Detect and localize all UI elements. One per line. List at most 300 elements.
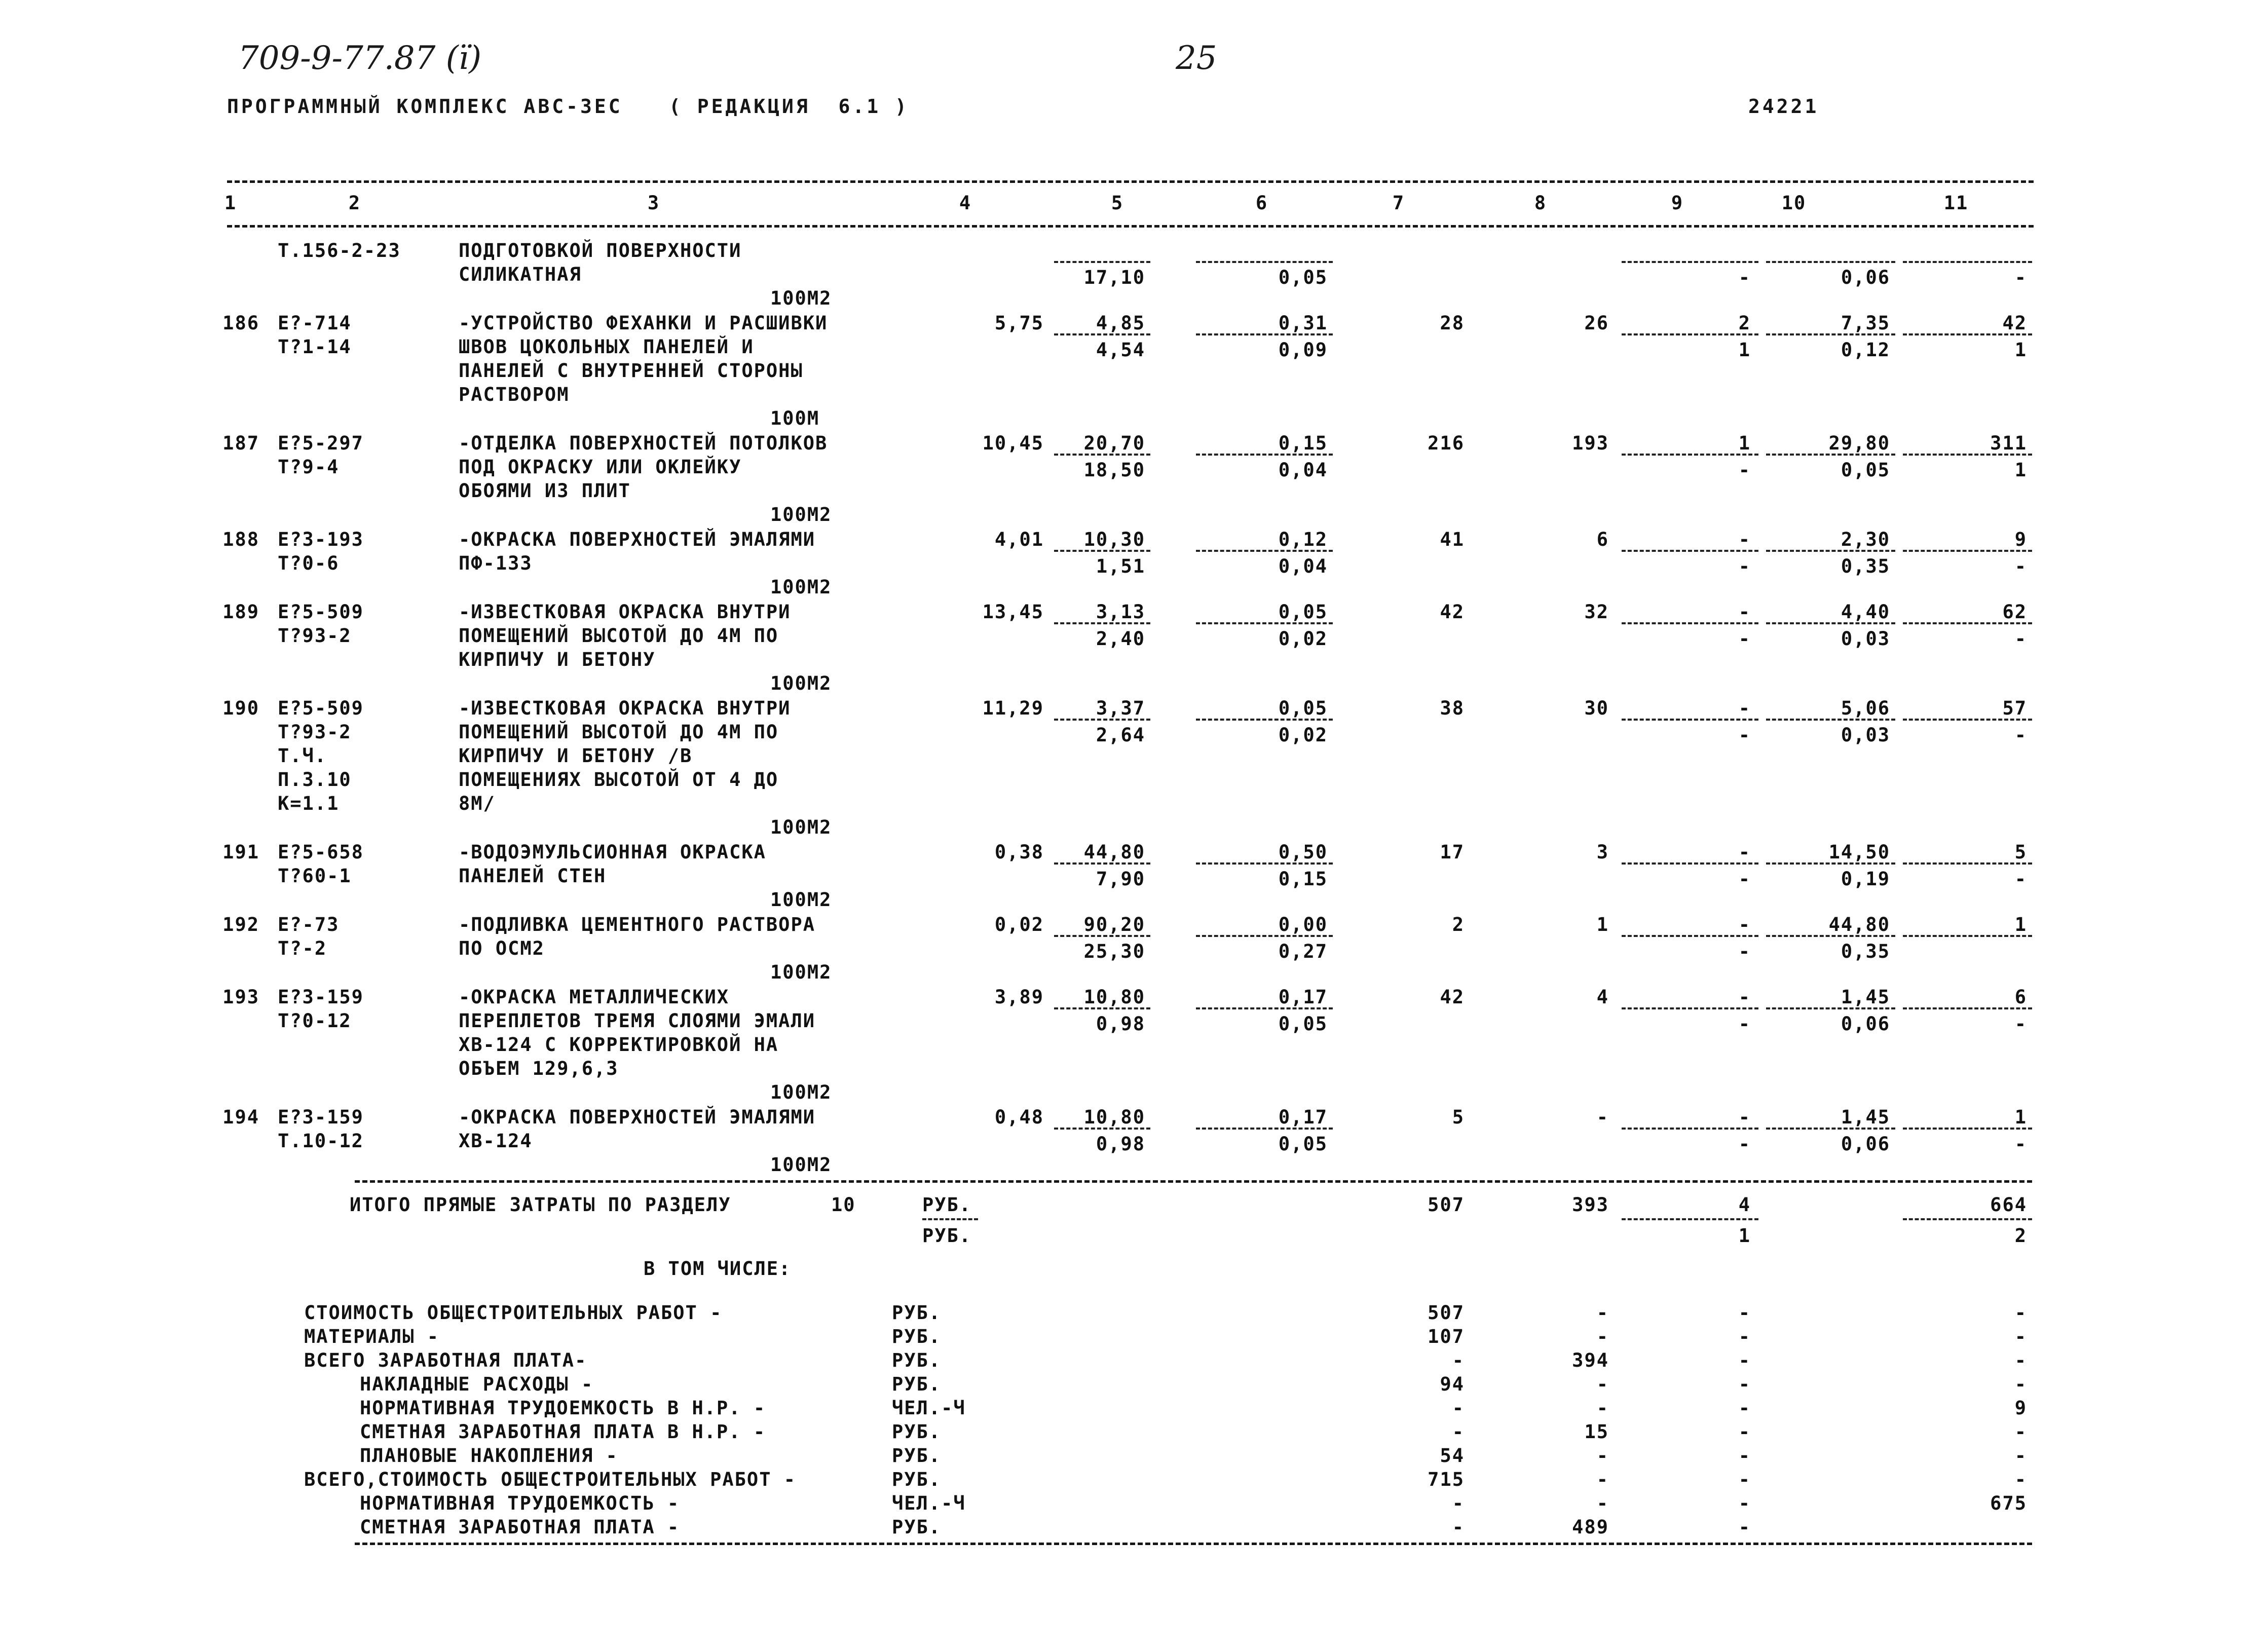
cell-c9-divider <box>1622 454 1758 456</box>
cell-c5-bottom: 17,10 <box>1083 267 1145 288</box>
cell-c9-bottom: - <box>1738 555 1751 577</box>
summary-label: СМЕТНАЯ ЗАРАБОТНАЯ ПЛАТА В Н.Р. - <box>360 1421 766 1443</box>
work-description: -ОКРАСКА ПОВЕРХНОСТЕЙ ЭМАЛЯМИ <box>459 1106 816 1128</box>
summary-unit: РУБ. <box>892 1445 942 1467</box>
cell-c7: 42 <box>1440 601 1465 623</box>
cell-c6-top: 0,00 <box>1278 914 1328 935</box>
unit-of-measure: 100М2 <box>770 672 832 694</box>
total-c8: 393 <box>1572 1194 1609 1216</box>
cell-c11-top: 1 <box>2014 914 2027 935</box>
cell-c6-divider <box>1196 935 1333 937</box>
unit-of-measure: 100М2 <box>770 504 832 525</box>
cell-c6-top: 0,50 <box>1278 841 1328 863</box>
cell-c5-top: 44,80 <box>1083 841 1145 863</box>
cell-c7: 5 <box>1452 1106 1465 1128</box>
summary-c9: - <box>1738 1421 1751 1443</box>
cell-c9-bottom: - <box>1738 941 1751 962</box>
cell-c9-top: - <box>1738 601 1751 623</box>
rate-code: П.3.10 <box>278 769 352 791</box>
summary-c8: - <box>1596 1492 1609 1514</box>
cell-c8: 4 <box>1596 986 1609 1008</box>
summary-label: МАТЕРИАЛЫ - <box>304 1326 440 1347</box>
cell-c8: 1 <box>1596 914 1609 935</box>
cell-c7: 28 <box>1440 312 1465 334</box>
cell-c9-divider <box>1622 1128 1758 1130</box>
cell-c11-top: 311 <box>1990 432 2027 454</box>
rate-code: Т?0-12 <box>278 1010 352 1032</box>
summary-c8: 15 <box>1584 1421 1609 1443</box>
cell-c5-bottom: 1,51 <box>1096 555 1145 577</box>
summary-c7: 107 <box>1428 1326 1465 1347</box>
column-number: 4 <box>959 192 972 214</box>
total-c7: 507 <box>1428 1194 1465 1216</box>
total-unit-1: РУБ. <box>922 1194 972 1216</box>
cell-c11-divider <box>1903 333 2032 335</box>
cell-c10-top: 4,40 <box>1841 601 1890 623</box>
cell-c11-bottom: 1 <box>2014 339 2027 361</box>
cell-c10-divider <box>1766 1007 1895 1009</box>
edition-label: ( РЕДАКЦИЯ 6.1 ) <box>669 95 909 118</box>
cell-c9-top: - <box>1738 529 1751 550</box>
page-number: 25 <box>1176 40 1217 77</box>
work-description: ПФ-133 <box>459 552 533 574</box>
cell-c10-bottom: 0,06 <box>1841 1133 1890 1155</box>
cell-c11-top: 57 <box>2002 697 2027 719</box>
cell-c9-divider <box>1622 935 1758 937</box>
cell-c6-top: 0,12 <box>1278 529 1328 550</box>
cell-c9-divider <box>1622 862 1758 865</box>
summary-label: НАКЛАДНЫЕ РАСХОДЫ - <box>360 1373 594 1395</box>
summary-c8: - <box>1596 1397 1609 1419</box>
cell-c9-divider <box>1622 261 1758 263</box>
cell-c8: 30 <box>1584 697 1609 719</box>
cell-c11-divider <box>1903 719 2032 721</box>
column-number: 3 <box>647 192 660 214</box>
rate-code: Т?-2 <box>278 937 327 959</box>
work-description: ПАНЕЛЕЙ С ВНУТРЕННЕЙ СТОРОНЫ <box>459 360 803 382</box>
cell-c7: 42 <box>1440 986 1465 1008</box>
unit-of-measure: 100М2 <box>770 816 832 838</box>
summary-c9: - <box>1738 1326 1751 1347</box>
cell-c5-top: 20,70 <box>1083 432 1145 454</box>
cell-c9-top: - <box>1738 986 1751 1008</box>
rate-code: Е?3-193 <box>278 529 364 550</box>
cell-c11-divider <box>1903 550 2032 552</box>
cell-c5-top: 10,80 <box>1083 986 1145 1008</box>
cell-c5-bottom: 25,30 <box>1083 941 1145 962</box>
cell-c5-divider <box>1054 333 1150 335</box>
cell-c8: 3 <box>1596 841 1609 863</box>
total-c11-divider <box>1903 1218 2032 1220</box>
cell-c11-top: 6 <box>2014 986 2027 1008</box>
rate-code: Т?1-14 <box>278 336 352 358</box>
cell-quantity: 0,38 <box>994 841 1044 863</box>
cell-c9-bottom: 1 <box>1738 339 1751 361</box>
cell-c5-bottom: 0,98 <box>1096 1013 1145 1035</box>
cell-c8: 193 <box>1572 432 1609 454</box>
cell-c10-top: 29,80 <box>1828 432 1890 454</box>
cell-c9-top: 1 <box>1738 432 1751 454</box>
work-description: -ПОДЛИВКА ЦЕМЕНТНОГО РАСТВОРА <box>459 914 816 935</box>
summary-c7: 94 <box>1440 1373 1465 1395</box>
cell-c10-top: 1,45 <box>1841 986 1890 1008</box>
summary-c9: - <box>1738 1373 1751 1395</box>
summary-c9: - <box>1738 1469 1751 1490</box>
cell-c11-top: 42 <box>2002 312 2027 334</box>
cell-c11-divider <box>1903 454 2032 456</box>
unit-of-measure: 100М2 <box>770 889 832 911</box>
cell-c10-top: 7,35 <box>1841 312 1890 334</box>
cell-c11-bottom: - <box>2014 868 2027 890</box>
rate-code: Т?93-2 <box>278 625 352 647</box>
cell-c11-bottom: - <box>2014 724 2027 746</box>
rate-code: Е?5-509 <box>278 697 364 719</box>
cell-c9-bottom: - <box>1738 267 1751 288</box>
cell-c7: 2 <box>1452 914 1465 935</box>
work-description: -ВОДОЭМУЛЬСИОННАЯ ОКРАСКА <box>459 841 766 863</box>
summary-unit: РУБ. <box>892 1469 942 1490</box>
cell-c5-top: 3,13 <box>1096 601 1145 623</box>
cell-c10-divider <box>1766 862 1895 865</box>
cell-c7: 216 <box>1428 432 1465 454</box>
cell-c9-top: - <box>1738 841 1751 863</box>
cell-c5-bottom: 0,98 <box>1096 1133 1145 1155</box>
cell-c9-bottom: - <box>1738 868 1751 890</box>
work-description: ШВОВ ЦОКОЛЬНЫХ ПАНЕЛЕЙ И <box>459 336 754 358</box>
cell-c6-bottom: 0,05 <box>1278 267 1328 288</box>
cell-c6-top: 0,17 <box>1278 986 1328 1008</box>
cell-c7: 17 <box>1440 841 1465 863</box>
rate-code: Е?5-297 <box>278 432 364 454</box>
rate-code: Т.10-12 <box>278 1130 364 1152</box>
rate-code: Е?-73 <box>278 914 340 935</box>
column-number: 10 <box>1781 192 1807 214</box>
summary-c11: - <box>2014 1349 2027 1371</box>
cell-c10-top: 1,45 <box>1841 1106 1890 1128</box>
summary-c7: - <box>1452 1492 1465 1514</box>
rate-code: Е?3-159 <box>278 1106 364 1128</box>
summary-c11: 9 <box>2014 1397 2027 1419</box>
summary-c11: - <box>2014 1326 2027 1347</box>
cell-c6-divider <box>1196 1128 1333 1130</box>
cell-c11-bottom: - <box>2014 267 2027 288</box>
document-code: 24221 <box>1748 95 1819 118</box>
work-description: ОБОЯМИ ИЗ ПЛИТ <box>459 480 631 502</box>
unit-of-measure: 100М2 <box>770 961 832 983</box>
column-number: 9 <box>1671 192 1684 214</box>
cell-c6-divider <box>1196 622 1333 624</box>
cell-c5-divider <box>1054 1007 1150 1009</box>
row-number: 192 <box>222 914 259 935</box>
summary-c11: - <box>2014 1421 2027 1443</box>
work-description: ОБЪЕМ 129,6,3 <box>459 1058 619 1079</box>
cell-c10-divider <box>1766 261 1895 263</box>
bottom-rule <box>355 1543 2032 1545</box>
cell-c5-bottom: 7,90 <box>1096 868 1145 890</box>
work-description: ПО ОСМ2 <box>459 937 545 959</box>
cell-c9-divider <box>1622 333 1758 335</box>
work-description: 8М/ <box>459 793 496 814</box>
unit-of-measure: 100М <box>770 407 820 429</box>
cell-c11-divider <box>1903 862 2032 865</box>
rate-code: Т?93-2 <box>278 721 352 743</box>
header-bottom-rule <box>227 225 2034 228</box>
work-description: -УСТРОЙСТВО ФЕХАНКИ И РАСШИВКИ <box>459 312 828 334</box>
summary-c9: - <box>1738 1492 1751 1514</box>
cell-c8: - <box>1596 1106 1609 1128</box>
cell-c11-bottom: - <box>2014 1133 2027 1155</box>
cell-c6-divider <box>1196 454 1333 456</box>
cell-c9-bottom: - <box>1738 628 1751 650</box>
summary-c11: - <box>2014 1302 2027 1324</box>
in-total-label: В ТОМ ЧИСЛЕ: <box>644 1258 792 1280</box>
summary-c9: - <box>1738 1397 1751 1419</box>
row-number: 186 <box>222 312 259 334</box>
work-description: ПОМЕЩЕНИЙ ВЫСОТОЙ ДО 4М ПО <box>459 625 779 647</box>
unit-of-measure: 100М2 <box>770 287 832 309</box>
cell-c9-top: 2 <box>1738 312 1751 334</box>
cell-c9-bottom: - <box>1738 1013 1751 1035</box>
cell-quantity: 0,02 <box>994 914 1044 935</box>
cell-c10-bottom: 0,03 <box>1841 628 1890 650</box>
summary-label: ВСЕГО ЗАРАБОТНАЯ ПЛАТА- <box>304 1349 587 1371</box>
work-description: РАСТВОРОМ <box>459 384 570 405</box>
total-top-rule <box>355 1180 2032 1183</box>
work-description: -ИЗВЕСТКОВАЯ ОКРАСКА ВНУТРИ <box>459 697 791 719</box>
rate-code: К=1.1 <box>278 793 340 814</box>
summary-c8: - <box>1596 1326 1609 1347</box>
row-number: 193 <box>222 986 259 1008</box>
summary-c7: 715 <box>1428 1469 1465 1490</box>
unit-of-measure: 100М2 <box>770 1081 832 1103</box>
cell-c10-divider <box>1766 550 1895 552</box>
cell-c6-divider <box>1196 862 1333 865</box>
cell-c10-bottom: 0,06 <box>1841 1013 1890 1035</box>
cell-c6-bottom: 0,15 <box>1278 868 1328 890</box>
cell-c6-bottom: 0,05 <box>1278 1013 1328 1035</box>
cell-c5-bottom: 18,50 <box>1083 459 1145 481</box>
cell-c5-divider <box>1054 261 1150 263</box>
cell-c10-bottom: 0,35 <box>1841 555 1890 577</box>
unit-of-measure: 100М2 <box>770 1154 832 1176</box>
handwritten-document-code: 709-9-77.87 (ї) <box>238 40 482 77</box>
cell-c5-divider <box>1054 862 1150 865</box>
program-title: ПРОГРАММНЫЙ КОМПЛЕКС АВС-3ЕС <box>227 95 623 118</box>
work-description: ПОД ОКРАСКУ ИЛИ ОКЛЕЙКУ <box>459 456 742 478</box>
cell-c11-bottom: - <box>2014 1013 2027 1035</box>
cell-c6-bottom: 0,04 <box>1278 459 1328 481</box>
cell-c5-bottom: 2,64 <box>1096 724 1145 746</box>
work-description: ХВ-124 <box>459 1130 533 1152</box>
summary-c7: 54 <box>1440 1445 1465 1467</box>
cell-c5-divider <box>1054 1128 1150 1130</box>
cell-c11-top: 9 <box>2014 529 2027 550</box>
row-number: 191 <box>222 841 259 863</box>
cell-c6-bottom: 0,02 <box>1278 628 1328 650</box>
cell-c9-bottom: - <box>1738 724 1751 746</box>
cell-c10-bottom: 0,05 <box>1841 459 1890 481</box>
cell-quantity: 3,89 <box>994 986 1044 1008</box>
cell-c6-top: 0,05 <box>1278 601 1328 623</box>
total-c11-top: 664 <box>1990 1194 2027 1216</box>
cell-c5-bottom: 4,54 <box>1096 339 1145 361</box>
summary-label: ПЛАНОВЫЕ НАКОПЛЕНИЯ - <box>360 1445 618 1467</box>
summary-c11: 675 <box>1990 1492 2027 1514</box>
cell-c5-divider <box>1054 935 1150 937</box>
cell-c11-divider <box>1903 1007 2032 1009</box>
row-number: 188 <box>222 529 259 550</box>
work-description: ПОДГОТОВКОЙ ПОВЕРХНОСТИ <box>459 240 742 261</box>
summary-c9: - <box>1738 1445 1751 1467</box>
cell-quantity: 11,29 <box>982 697 1044 719</box>
cell-c11-bottom: - <box>2014 628 2027 650</box>
total-c9-divider <box>1622 1218 1758 1220</box>
work-description: КИРПИЧУ И БЕТОНУ /В <box>459 745 693 767</box>
column-number: 2 <box>348 192 361 214</box>
total-c9-bottom: 1 <box>1738 1225 1751 1247</box>
total-c9-top: 4 <box>1738 1194 1751 1216</box>
work-description: -ОТДЕЛКА ПОВЕРХНОСТЕЙ ПОТОЛКОВ <box>459 432 828 454</box>
summary-unit: РУБ. <box>892 1516 942 1538</box>
summary-label: ВСЕГО,СТОИМОСТЬ ОБЩЕСТРОИТЕЛЬНЫХ РАБОТ - <box>304 1469 797 1490</box>
cell-c6-bottom: 0,04 <box>1278 555 1328 577</box>
summary-c11: - <box>2014 1469 2027 1490</box>
rate-code: Т?9-4 <box>278 456 340 478</box>
cell-c9-top: - <box>1738 697 1751 719</box>
unit-of-measure: 100М2 <box>770 576 832 598</box>
cell-c11-top: 62 <box>2002 601 2027 623</box>
cell-c5-bottom: 2,40 <box>1096 628 1145 650</box>
rate-code: Е?3-159 <box>278 986 364 1008</box>
summary-unit: РУБ. <box>892 1373 942 1395</box>
summary-label: НОРМАТИВНАЯ ТРУДОЕМКОСТЬ В Н.Р. - <box>360 1397 766 1419</box>
cell-c11-bottom: 1 <box>2014 459 2027 481</box>
cell-c6-divider <box>1196 261 1333 263</box>
cell-c7: 41 <box>1440 529 1465 550</box>
cell-quantity: 0,48 <box>994 1106 1044 1128</box>
cell-c11-top: 5 <box>2014 841 2027 863</box>
work-description: КИРПИЧУ И БЕТОНУ <box>459 649 656 670</box>
cell-quantity: 13,45 <box>982 601 1044 623</box>
summary-c7: - <box>1452 1516 1465 1538</box>
cell-c5-divider <box>1054 550 1150 552</box>
cell-c5-top: 10,80 <box>1083 1106 1145 1128</box>
column-number: 11 <box>1943 192 1969 214</box>
cell-c6-divider <box>1196 333 1333 335</box>
cell-c8: 6 <box>1596 529 1609 550</box>
cell-c11-divider <box>1903 261 2032 263</box>
rate-code: Т.156-2-23 <box>278 240 401 261</box>
header-top-rule <box>227 180 2034 183</box>
summary-c7: - <box>1452 1349 1465 1371</box>
summary-c9: - <box>1738 1516 1751 1538</box>
cell-c10-bottom: 0,06 <box>1841 267 1890 288</box>
cell-c11-divider <box>1903 1128 2032 1130</box>
summary-c8: 394 <box>1572 1349 1609 1371</box>
summary-unit: РУБ. <box>892 1326 942 1347</box>
cell-c11-divider <box>1903 935 2032 937</box>
summary-label: НОРМАТИВНАЯ ТРУДОЕМКОСТЬ - <box>360 1492 680 1514</box>
summary-c8: - <box>1596 1302 1609 1324</box>
summary-c7: - <box>1452 1397 1465 1419</box>
work-description: -ИЗВЕСТКОВАЯ ОКРАСКА ВНУТРИ <box>459 601 791 623</box>
cell-quantity: 5,75 <box>994 312 1044 334</box>
column-number: 5 <box>1111 192 1124 214</box>
work-description: -ОКРАСКА ПОВЕРХНОСТЕЙ ЭМАЛЯМИ <box>459 529 816 550</box>
work-description: ХВ-124 С КОРРЕКТИРОВКОЙ НА <box>459 1034 779 1056</box>
cell-c10-bottom: 0,35 <box>1841 941 1890 962</box>
work-description: ПОМЕЩЕНИЙ ВЫСОТОЙ ДО 4М ПО <box>459 721 779 743</box>
cell-c10-bottom: 0,12 <box>1841 339 1890 361</box>
cell-c11-divider <box>1903 622 2032 624</box>
cell-c5-divider <box>1054 719 1150 721</box>
summary-c9: - <box>1738 1302 1751 1324</box>
column-number: 6 <box>1255 192 1268 214</box>
cell-c11-bottom: - <box>2014 555 2027 577</box>
cell-c10-top: 14,50 <box>1828 841 1890 863</box>
cell-c6-top: 0,15 <box>1278 432 1328 454</box>
cell-c6-divider <box>1196 719 1333 721</box>
cell-c6-bottom: 0,27 <box>1278 941 1328 962</box>
total-section: 10 <box>831 1194 856 1216</box>
cell-c8: 32 <box>1584 601 1609 623</box>
summary-label: СМЕТНАЯ ЗАРАБОТНАЯ ПЛАТА - <box>360 1516 680 1538</box>
row-number: 187 <box>222 432 259 454</box>
rate-code: Е?5-509 <box>278 601 364 623</box>
rate-code: Т?60-1 <box>278 865 352 887</box>
cell-c10-top: 5,06 <box>1841 697 1890 719</box>
column-number: 7 <box>1392 192 1405 214</box>
summary-c11: - <box>2014 1373 2027 1395</box>
rate-code: Е?-714 <box>278 312 352 334</box>
row-number: 189 <box>222 601 259 623</box>
total-c11-bottom: 2 <box>2014 1225 2027 1247</box>
cell-c6-divider <box>1196 1007 1333 1009</box>
rate-code: Т.Ч. <box>278 745 327 767</box>
cell-c10-bottom: 0,03 <box>1841 724 1890 746</box>
cell-c10-divider <box>1766 333 1895 335</box>
cell-c10-bottom: 0,19 <box>1841 868 1890 890</box>
cell-quantity: 4,01 <box>994 529 1044 550</box>
total-label: ИТОГО ПРЯМЫЕ ЗАТРАТЫ ПО РАЗДЕЛУ <box>350 1194 731 1216</box>
cell-c6-bottom: 0,05 <box>1278 1133 1328 1155</box>
summary-c8: - <box>1596 1469 1609 1490</box>
cell-c9-bottom: - <box>1738 459 1751 481</box>
cell-c5-top: 90,20 <box>1083 914 1145 935</box>
cell-c9-bottom: - <box>1738 1133 1751 1155</box>
cell-quantity: 10,45 <box>982 432 1044 454</box>
cell-c9-divider <box>1622 622 1758 624</box>
total-unit-2: РУБ. <box>922 1225 972 1247</box>
cell-c10-divider <box>1766 622 1895 624</box>
cell-c5-divider <box>1054 622 1150 624</box>
work-description: СИЛИКАТНАЯ <box>459 264 582 285</box>
cell-c5-top: 4,85 <box>1096 312 1145 334</box>
summary-c7: 507 <box>1428 1302 1465 1324</box>
summary-c7: - <box>1452 1421 1465 1443</box>
cell-c9-divider <box>1622 1007 1758 1009</box>
cell-c9-divider <box>1622 550 1758 552</box>
cell-c9-top: - <box>1738 914 1751 935</box>
cell-c11-top: 1 <box>2014 1106 2027 1128</box>
cell-c6-top: 0,31 <box>1278 312 1328 334</box>
summary-label: СТОИМОСТЬ ОБЩЕСТРОИТЕЛЬНЫХ РАБОТ - <box>304 1302 723 1324</box>
work-description: -ОКРАСКА МЕТАЛЛИЧЕСКИХ <box>459 986 730 1008</box>
summary-unit: РУБ. <box>892 1302 942 1324</box>
cell-c5-top: 10,30 <box>1083 529 1145 550</box>
column-number: 8 <box>1534 192 1547 214</box>
summary-c8: - <box>1596 1373 1609 1395</box>
